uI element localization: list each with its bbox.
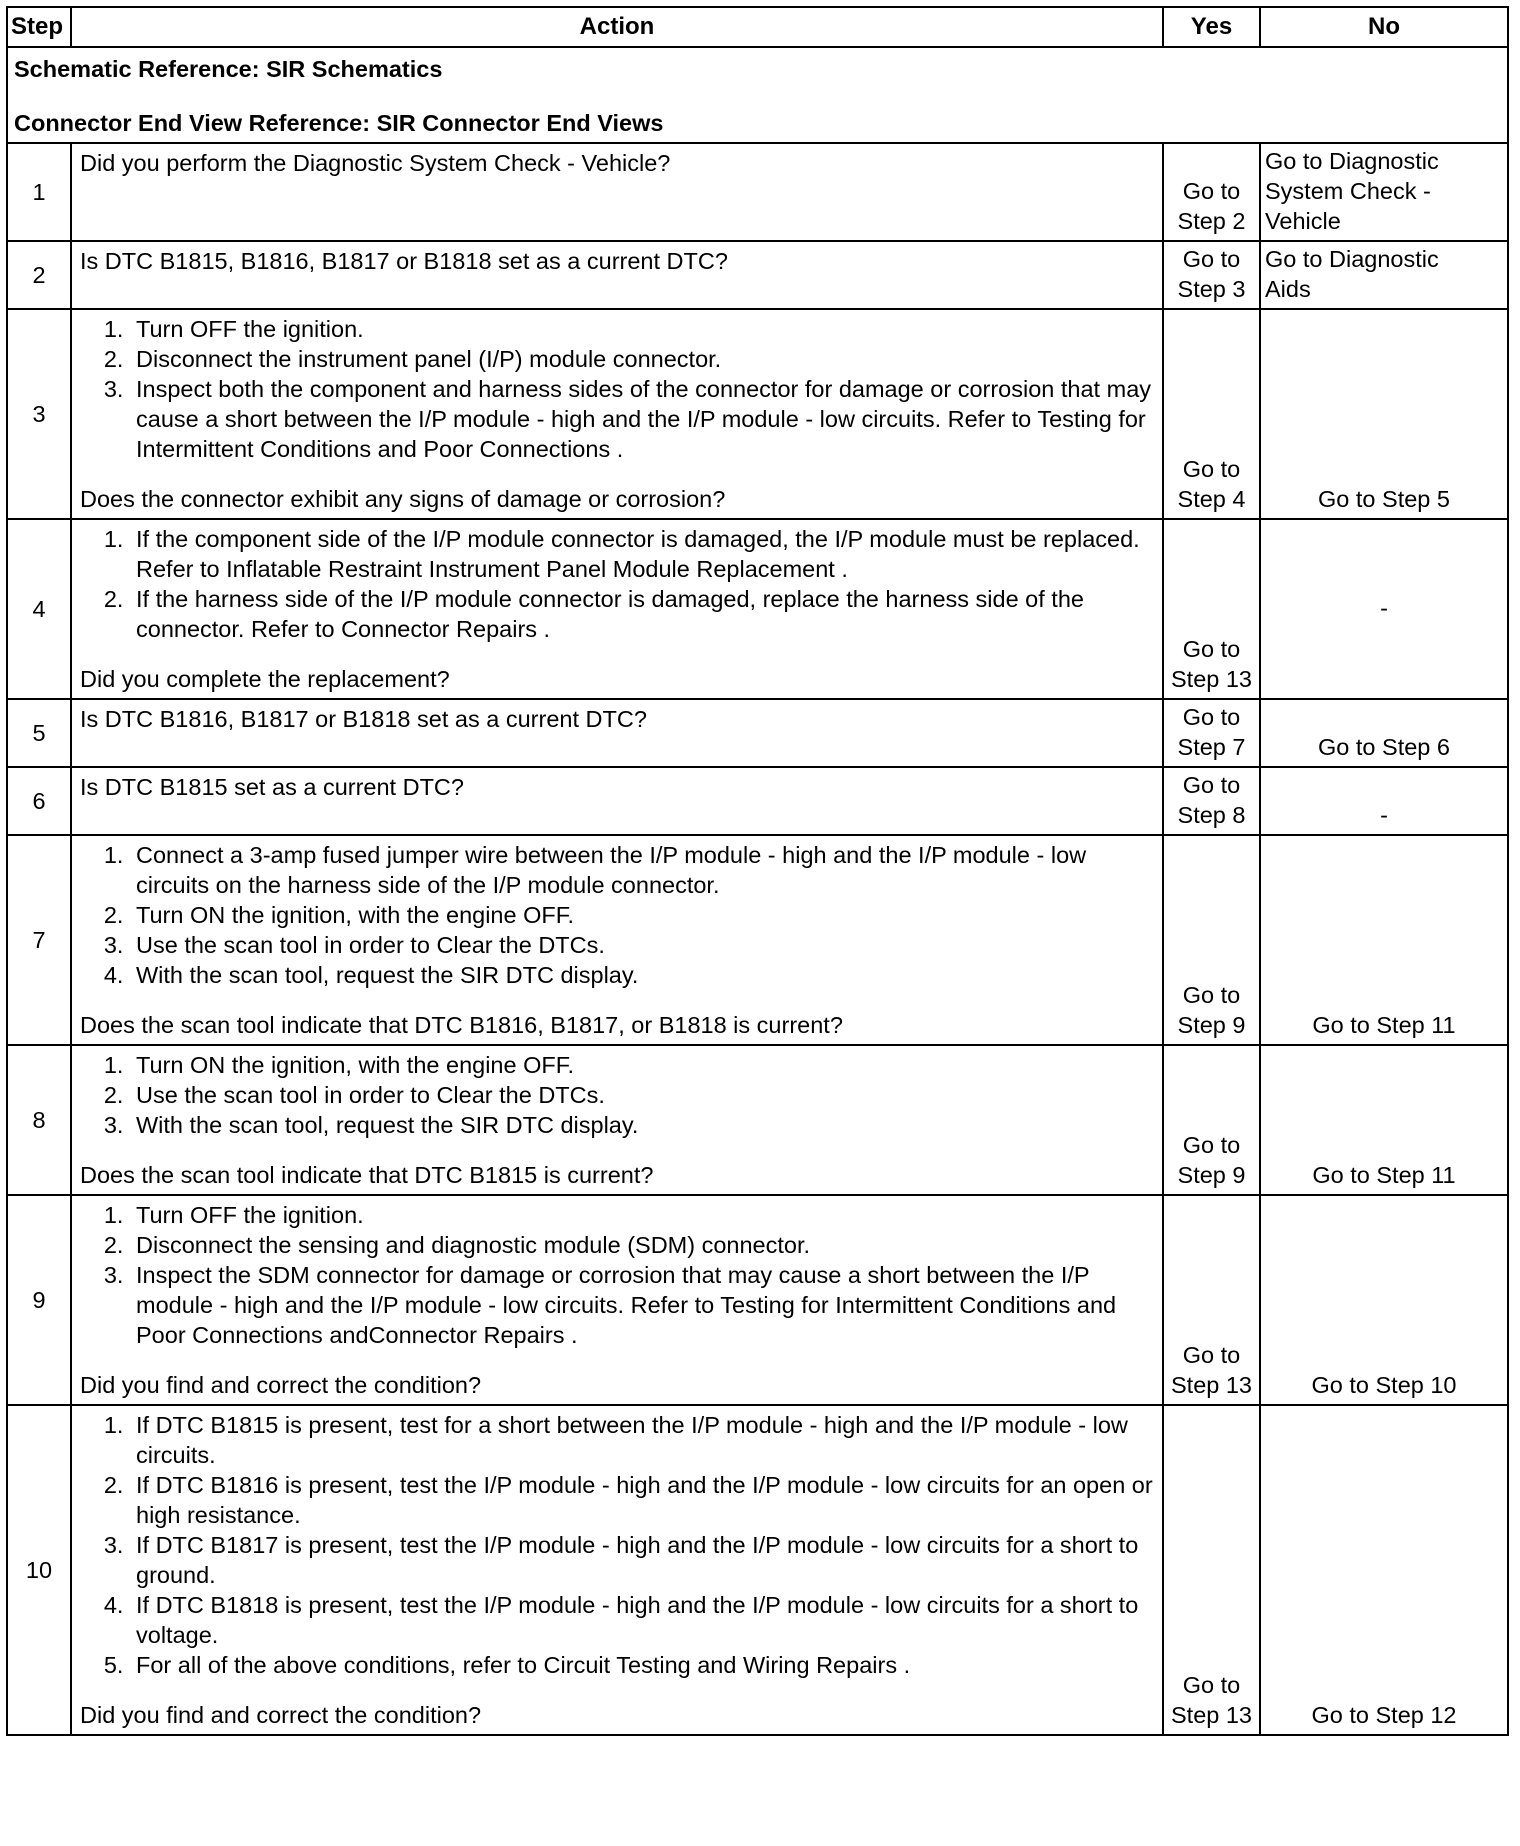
- reference-row: [7, 47, 1508, 143]
- action-steps-list: [80, 1200, 1154, 1350]
- yes-header: Yes: [1163, 7, 1260, 47]
- step-number: 7: [7, 835, 71, 1045]
- step-row-2: [7, 241, 1508, 309]
- yes-action-line: Go to: [1182, 772, 1241, 798]
- no-action: [1260, 143, 1508, 241]
- action-steps-list: [80, 840, 1154, 990]
- yes-action-line: Go to: [1182, 246, 1241, 272]
- action-steps-list: [80, 1050, 1154, 1140]
- yes-action: [1163, 699, 1260, 767]
- step-question: Did you find and correct the condition?: [80, 1372, 482, 1398]
- step-action: [71, 1045, 1163, 1195]
- step-row-3: [7, 309, 1508, 519]
- action-step-item: 2. If DTC B1816 is present, test the I/P module - high and the I/P module - low circuits for an open or high resistance.: [130, 1470, 1154, 1530]
- no-action-line: Go to Step 6: [1318, 734, 1450, 760]
- step-action: [71, 241, 1163, 309]
- action-step-item: 3. Inspect the SDM connector for damage or corrosion that may cause a short between the I/P module - high and the I/P module - low circuits. Refer to Testing for Intermittent Conditions and Poor Connections andConnector Repairs .: [130, 1260, 1154, 1350]
- step-number: 8: [7, 1045, 71, 1195]
- yes-action-line: Go to: [1182, 1672, 1241, 1698]
- action-steps-list: [80, 1410, 1154, 1680]
- yes-action-line: Go to: [1182, 704, 1241, 730]
- step-question: Does the connector exhibit any signs of damage or corrosion?: [80, 486, 726, 512]
- no-action-line: Go to Step 12: [1311, 1702, 1457, 1728]
- diagnostic-table: [6, 6, 1509, 1736]
- step-row-10: [7, 1405, 1508, 1735]
- step-number: 2: [7, 241, 71, 309]
- step-number: 1: [7, 143, 71, 241]
- yes-action-line: Step 9: [1177, 1162, 1246, 1188]
- step-question: Is DTC B1816, B1817 or B1818 set as a current DTC?: [80, 706, 647, 732]
- step-row-4: [7, 519, 1508, 699]
- yes-action: [1163, 835, 1260, 1045]
- yes-action-line: Go to: [1182, 1342, 1241, 1368]
- yes-action-line: Go to: [1182, 456, 1241, 482]
- action-step-item: 2. Turn ON the ignition, with the engine OFF.: [130, 900, 1154, 930]
- diagnostic-table-container: [6, 6, 1507, 1736]
- action-step-item: 3. With the scan tool, request the SIR DTC display.: [130, 1110, 1154, 1140]
- yes-action: [1163, 767, 1260, 835]
- no-action-line: -: [1380, 802, 1388, 828]
- step-action: [71, 309, 1163, 519]
- no-action-line: Go to Step 11: [1312, 1012, 1456, 1038]
- action-step-item: 3. If DTC B1817 is present, test the I/P module - high and the I/P module - low circuits for a short to ground.: [130, 1530, 1154, 1590]
- yes-action: [1163, 519, 1260, 699]
- step-row-6: [7, 767, 1508, 835]
- step-action: [71, 767, 1163, 835]
- action-step-item: 2. Use the scan tool in order to Clear the DTCs.: [130, 1080, 1154, 1110]
- yes-action: [1163, 1195, 1260, 1405]
- no-action: [1260, 767, 1508, 835]
- yes-action-line: Step 9: [1177, 1012, 1246, 1038]
- step-number: 3: [7, 309, 71, 519]
- no-action-line: Go to Step 11: [1312, 1162, 1456, 1188]
- reference-cell: [7, 47, 1508, 143]
- yes-action-line: Step 7: [1177, 734, 1246, 760]
- step-question: Is DTC B1815 set as a current DTC?: [80, 774, 464, 800]
- step-action: [71, 143, 1163, 241]
- step-header: Step: [7, 7, 71, 47]
- action-step-item: 1. Turn OFF the ignition.: [130, 314, 1154, 344]
- action-step-item: 2. If the harness side of the I/P module connector is damaged, replace the harness side of the connector. Refer to Connector Repairs .: [130, 584, 1154, 644]
- action-step-item: 1. Turn ON the ignition, with the engine OFF.: [130, 1050, 1154, 1080]
- step-row-8: [7, 1045, 1508, 1195]
- no-action-line: Go to Diagnostic: [1265, 148, 1439, 174]
- action-step-item: 4. With the scan tool, request the SIR DTC display.: [130, 960, 1154, 990]
- no-action-line: -: [1380, 595, 1388, 621]
- yes-action: [1163, 309, 1260, 519]
- header-row: [7, 7, 1508, 47]
- yes-action-line: Step 2: [1177, 208, 1246, 234]
- step-row-7: [7, 835, 1508, 1045]
- action-step-item: 1. Turn OFF the ignition.: [130, 1200, 1154, 1230]
- step-number: 9: [7, 1195, 71, 1405]
- yes-action-line: Go to: [1182, 1132, 1241, 1158]
- step-number: 6: [7, 767, 71, 835]
- no-action: [1260, 835, 1508, 1045]
- action-step-item: 4. If DTC B1818 is present, test the I/P module - high and the I/P module - low circuits for a short to voltage.: [130, 1590, 1154, 1650]
- no-action: [1260, 1045, 1508, 1195]
- step-row-9: [7, 1195, 1508, 1405]
- no-action-line: Go to Diagnostic: [1265, 246, 1439, 272]
- no-action-line: Go to Step 10: [1311, 1372, 1457, 1398]
- step-action: [71, 519, 1163, 699]
- yes-action-line: Go to: [1182, 982, 1241, 1008]
- no-action: [1260, 519, 1508, 699]
- yes-action: [1163, 1405, 1260, 1735]
- step-row-1: [7, 143, 1508, 241]
- step-question: Does the scan tool indicate that DTC B1815 is current?: [80, 1162, 654, 1188]
- no-action: [1260, 309, 1508, 519]
- no-action-line: Vehicle: [1265, 208, 1341, 234]
- yes-action: [1163, 143, 1260, 241]
- step-question: Did you complete the replacement?: [80, 666, 450, 692]
- yes-action-line: Step 13: [1170, 666, 1252, 692]
- action-step-item: 2. Disconnect the sensing and diagnostic module (SDM) connector.: [130, 1230, 1154, 1260]
- no-action: [1260, 1405, 1508, 1735]
- action-header: Action: [71, 7, 1163, 47]
- yes-action-line: Go to: [1182, 178, 1241, 204]
- step-row-5: [7, 699, 1508, 767]
- yes-action-line: Step 13: [1170, 1702, 1252, 1728]
- step-action: [71, 1405, 1163, 1735]
- step-action: [71, 835, 1163, 1045]
- connector-reference: Connector End View Reference: SIR Connector End Views: [14, 110, 664, 136]
- yes-action: [1163, 241, 1260, 309]
- yes-action: [1163, 1045, 1260, 1195]
- action-step-item: 1. Connect a 3-amp fused jumper wire between the I/P module - high and the I/P module - low circuits on the harness side of the I/P module connector.: [130, 840, 1154, 900]
- step-number: 5: [7, 699, 71, 767]
- action-step-item: 1. If the component side of the I/P module connector is damaged, the I/P module must be replaced. Refer to Inflatable Restraint Instrument Panel Module Replacement .: [130, 524, 1154, 584]
- action-step-item: 2. Disconnect the instrument panel (I/P) module connector.: [130, 344, 1154, 374]
- step-question: Did you find and correct the condition?: [80, 1702, 482, 1728]
- action-step-item: 3. Inspect both the component and harness sides of the connector for damage or corrosion that may cause a short between the I/P module - high and the I/P module - low circuits. Refer to Testing for Intermittent Conditions and Poor Connections .: [130, 374, 1154, 464]
- action-steps-list: [80, 524, 1154, 644]
- step-action: [71, 699, 1163, 767]
- no-action-line: Aids: [1265, 276, 1311, 302]
- schematic-reference: Schematic Reference: SIR Schematics: [14, 56, 443, 82]
- yes-action-line: Step 8: [1177, 802, 1246, 828]
- step-number: 4: [7, 519, 71, 699]
- yes-action-line: Step 3: [1177, 276, 1246, 302]
- yes-action-line: Step 13: [1170, 1372, 1252, 1398]
- action-steps-list: [80, 314, 1154, 464]
- step-question: Does the scan tool indicate that DTC B1816, B1817, or B1818 is current?: [80, 1012, 843, 1038]
- no-action: [1260, 1195, 1508, 1405]
- no-action-line: System Check -: [1265, 178, 1431, 204]
- step-question: Did you perform the Diagnostic System Check - Vehicle?: [80, 150, 671, 176]
- action-step-item: 1. If DTC B1815 is present, test for a short between the I/P module - high and the I/P module - low circuits.: [130, 1410, 1154, 1470]
- step-question: Is DTC B1815, B1816, B1817 or B1818 set as a current DTC?: [80, 248, 728, 274]
- yes-action-line: Step 4: [1177, 486, 1246, 512]
- yes-action-line: Go to: [1182, 636, 1241, 662]
- no-action-line: Go to Step 5: [1318, 486, 1450, 512]
- no-header: No: [1260, 7, 1508, 47]
- action-step-item: 5. For all of the above conditions, refer to Circuit Testing and Wiring Repairs .: [130, 1650, 1154, 1680]
- step-action: [71, 1195, 1163, 1405]
- step-number: 10: [7, 1405, 71, 1735]
- action-step-item: 3. Use the scan tool in order to Clear the DTCs.: [130, 930, 1154, 960]
- no-action: [1260, 699, 1508, 767]
- no-action: [1260, 241, 1508, 309]
